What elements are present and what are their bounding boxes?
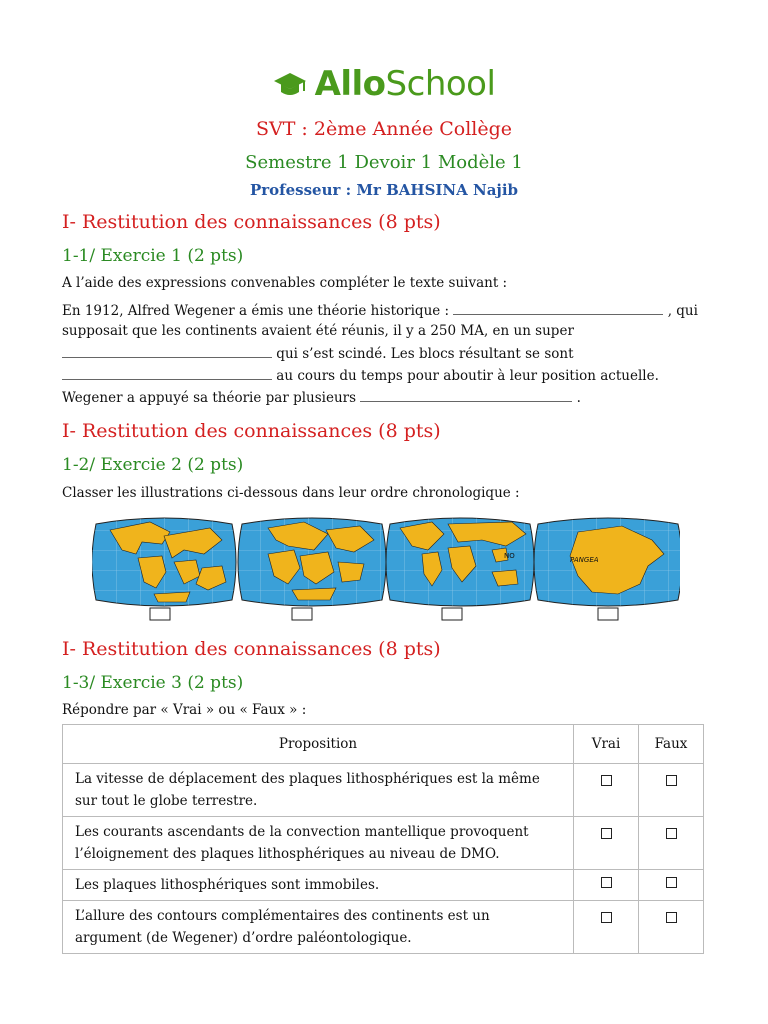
continental-drift-maps bbox=[92, 510, 680, 628]
proposition-3-line1: Les plaques lithosphériques sont immobiles. bbox=[75, 877, 380, 893]
section2-heading: I- Restitution des connaissances (8 pts) bbox=[62, 420, 441, 442]
header-vrai: Vrai bbox=[574, 725, 639, 764]
map-2 bbox=[238, 518, 386, 620]
graduation-cap-icon bbox=[273, 69, 307, 99]
section3-heading: I- Restitution des connaissances (8 pts) bbox=[62, 638, 441, 660]
exercise1-instruction: A l’aide des expressions convenables compléter le texte suivant : bbox=[62, 275, 508, 291]
proposition-2-line2: l’éloignement des plaques lithosphériques au niveau de DMO. bbox=[75, 846, 500, 862]
map-3 bbox=[386, 518, 534, 620]
table-row bbox=[63, 817, 704, 870]
exercise2-instruction: Classer les illustrations ci-dessous dans leur ordre chronologique : bbox=[62, 485, 520, 501]
vrai-checkbox[interactable] bbox=[601, 828, 612, 839]
exercise1-line1 bbox=[62, 302, 698, 319]
table-row bbox=[63, 870, 704, 901]
blank-field-1[interactable] bbox=[453, 302, 663, 315]
document-subtitle: Semestre 1 Devoir 1 Modèle 1 bbox=[245, 152, 523, 173]
map-4 bbox=[534, 518, 680, 620]
vrai-checkbox[interactable] bbox=[601, 912, 612, 923]
line1-text-b: , qui bbox=[667, 303, 698, 319]
table-row bbox=[63, 764, 704, 817]
exercise1-line2: supposait que les continents avaient été réunis, il y a 250 MA, en un super bbox=[62, 323, 574, 339]
line4-text: au cours du temps pour aboutir à leur position actuelle. bbox=[276, 368, 659, 384]
line5-text-a: Wegener a appuyé sa théorie par plusieurs bbox=[62, 390, 357, 406]
exercise1-heading: 1-1/ Exercie 1 (2 pts) bbox=[62, 246, 244, 266]
faux-checkbox[interactable] bbox=[666, 775, 677, 786]
vrai-checkbox[interactable] bbox=[601, 877, 612, 888]
logo-text-bold: Allo bbox=[314, 64, 386, 104]
alloschool-logo bbox=[0, 64, 768, 104]
faux-checkbox[interactable] bbox=[666, 912, 677, 923]
blank-field-4[interactable] bbox=[360, 389, 572, 402]
table-header-row bbox=[63, 725, 704, 764]
line1-text-a: En 1912, Alfred Wegener a émis une théorie historique : bbox=[62, 303, 450, 319]
exercise1-line5 bbox=[62, 389, 581, 406]
proposition-4-line1: L’allure des contours complémentaires des continents est un bbox=[75, 908, 490, 924]
exercise3-instruction: Répondre par « Vrai » ou « Faux » : bbox=[62, 702, 307, 718]
line5-text-b: . bbox=[576, 390, 581, 406]
map-3-label: NO bbox=[504, 552, 515, 560]
document-title: SVT : 2ème Année Collège bbox=[255, 118, 513, 140]
proposition-cell bbox=[63, 817, 574, 870]
exercise1-line4 bbox=[62, 367, 659, 384]
vrai-checkbox[interactable] bbox=[601, 775, 612, 786]
proposition-1-line2: sur tout le globe terrestre. bbox=[75, 793, 258, 809]
exercise2-heading: 1-2/ Exercie 2 (2 pts) bbox=[62, 455, 244, 475]
map-4-answer-box[interactable] bbox=[598, 608, 618, 620]
blank-field-3[interactable] bbox=[62, 367, 272, 380]
proposition-2-line1: Les courants ascendants de la convection mantellique provoquent bbox=[75, 824, 529, 840]
faux-checkbox[interactable] bbox=[666, 828, 677, 839]
proposition-cell bbox=[63, 764, 574, 817]
exercise3-heading: 1-3/ Exercie 3 (2 pts) bbox=[62, 673, 244, 693]
professor-name: Professeur : Mr BAHSINA Najib bbox=[249, 181, 519, 199]
proposition-1-line1: La vitesse de déplacement des plaques lithosphériques est la même bbox=[75, 771, 540, 787]
blank-field-2[interactable] bbox=[62, 345, 272, 358]
map-4-label: PANGEA bbox=[570, 556, 599, 564]
header-proposition: Proposition bbox=[63, 725, 574, 764]
proposition-4-line2: argument (de Wegener) d’ordre paléontologique. bbox=[75, 930, 412, 946]
proposition-cell bbox=[63, 901, 574, 954]
map-1-answer-box[interactable] bbox=[150, 608, 170, 620]
proposition-cell bbox=[63, 870, 574, 901]
map-2-answer-box[interactable] bbox=[292, 608, 312, 620]
table-row bbox=[63, 901, 704, 954]
faux-checkbox[interactable] bbox=[666, 877, 677, 888]
line3-text: qui s’est scindé. Les blocs résultant se sont bbox=[276, 346, 574, 362]
section1-heading: I- Restitution des connaissances (8 pts) bbox=[62, 211, 441, 233]
header-faux: Faux bbox=[639, 725, 704, 764]
map-3-answer-box[interactable] bbox=[442, 608, 462, 620]
map-1 bbox=[92, 518, 236, 620]
true-false-table bbox=[62, 724, 704, 954]
exercise1-line3 bbox=[62, 345, 574, 362]
logo-text-light: School bbox=[385, 64, 496, 104]
